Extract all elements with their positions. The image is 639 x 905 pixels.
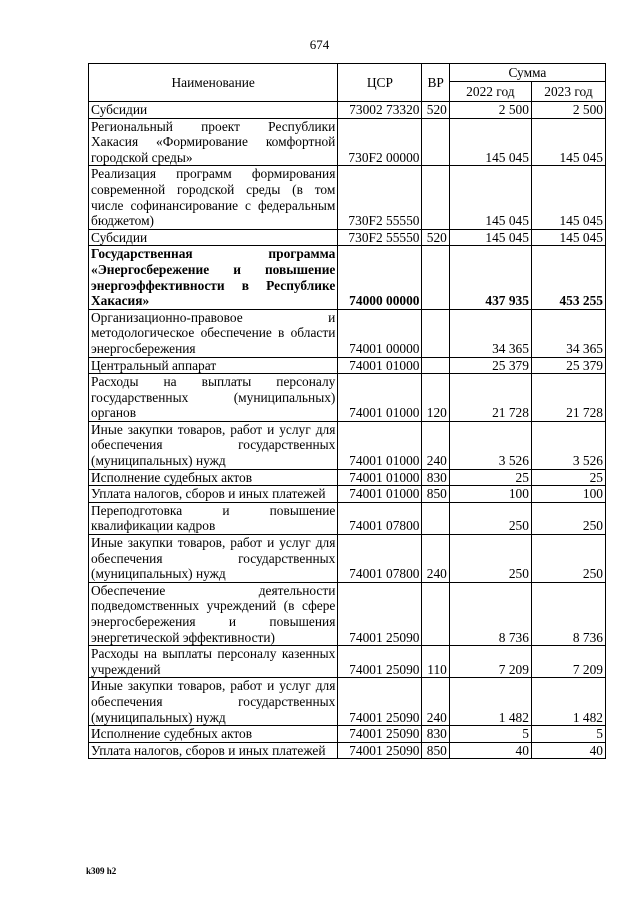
row-csr: 74001 25090 <box>338 646 422 678</box>
row-csr: 74001 01000 <box>338 374 422 422</box>
row-vr: 520 <box>422 229 449 246</box>
table-row <box>89 374 606 422</box>
row-sum-2022: 100 <box>449 486 531 503</box>
table-row <box>89 357 606 374</box>
row-csr: 730F2 00000 <box>338 118 422 166</box>
table-row <box>89 118 606 166</box>
row-vr: 830 <box>422 469 449 486</box>
header-vr: ВР <box>422 64 449 102</box>
row-csr: 74001 00000 <box>338 309 422 357</box>
table-row <box>89 421 606 469</box>
row-sum-2023: 3 526 <box>531 421 605 469</box>
row-vr <box>422 246 449 309</box>
table-row <box>89 469 606 486</box>
row-vr <box>422 357 449 374</box>
budget-table <box>88 63 606 759</box>
row-sum-2023: 250 <box>531 502 605 534</box>
row-sum-2023: 7 209 <box>531 646 605 678</box>
row-sum-2022: 34 365 <box>449 309 531 357</box>
row-vr <box>422 502 449 534</box>
row-csr: 74001 01000 <box>338 469 422 486</box>
header-csr: ЦСР <box>338 64 422 102</box>
row-sum-2023: 453 255 <box>531 246 605 309</box>
table-row <box>89 309 606 357</box>
row-name: Исполнение судебных актов <box>89 469 338 486</box>
row-name: Переподготовка и повышение квалификации кадров <box>89 502 338 534</box>
row-name: Региональный проект Республики Хакасия «Формирование комфортной городской среды» <box>89 118 338 166</box>
row-name: Расходы на выплаты персоналу казенных учреждений <box>89 646 338 678</box>
row-sum-2022: 437 935 <box>449 246 531 309</box>
header-row <box>89 64 606 82</box>
row-name: Исполнение судебных актов <box>89 726 338 743</box>
row-vr: 240 <box>422 678 449 726</box>
row-sum-2023: 25 379 <box>531 357 605 374</box>
row-csr: 73002 73320 <box>338 102 422 119</box>
row-sum-2023: 21 728 <box>531 374 605 422</box>
row-sum-2023: 2 500 <box>531 102 605 119</box>
row-sum-2022: 5 <box>449 726 531 743</box>
row-sum-2022: 145 045 <box>449 229 531 246</box>
header-sum: Сумма <box>449 64 605 82</box>
row-sum-2022: 7 209 <box>449 646 531 678</box>
row-sum-2022: 250 <box>449 502 531 534</box>
table-row <box>89 229 606 246</box>
table-row <box>89 486 606 503</box>
row-name: Обеспечение деятельности подведомственных учреждений (в сфере энергосбережения и повышения энергетической эффективности) <box>89 582 338 645</box>
row-sum-2022: 8 736 <box>449 582 531 645</box>
row-vr: 850 <box>422 742 449 759</box>
row-csr: 730F2 55550 <box>338 229 422 246</box>
table-body <box>89 102 606 759</box>
row-vr: 120 <box>422 374 449 422</box>
row-name: Иные закупки товаров, работ и услуг для обеспечения государственных (муниципальных) нужд <box>89 421 338 469</box>
row-vr <box>422 118 449 166</box>
table-row <box>89 582 606 645</box>
table-row <box>89 678 606 726</box>
row-vr: 240 <box>422 535 449 583</box>
page-number: 674 <box>309 37 330 52</box>
row-name: Уплата налогов, сборов и иных платежей <box>89 486 338 503</box>
row-vr: 520 <box>422 102 449 119</box>
row-csr: 74001 07800 <box>338 502 422 534</box>
table-row <box>89 166 606 229</box>
row-sum-2022: 145 045 <box>449 118 531 166</box>
row-csr: 74001 25090 <box>338 582 422 645</box>
row-sum-2022: 145 045 <box>449 166 531 229</box>
row-name: Центральный аппарат <box>89 357 338 374</box>
table-row <box>89 742 606 759</box>
row-sum-2023: 5 <box>531 726 605 743</box>
row-sum-2023: 100 <box>531 486 605 503</box>
row-csr: 74001 01000 <box>338 357 422 374</box>
row-csr: 74001 25090 <box>338 742 422 759</box>
row-sum-2023: 25 <box>531 469 605 486</box>
row-csr: 74001 25090 <box>338 678 422 726</box>
row-name: Организационно-правовое и методологическое обеспечение в области энергосбережения <box>89 309 338 357</box>
row-csr: 74000 00000 <box>338 246 422 309</box>
row-sum-2022: 25 <box>449 469 531 486</box>
row-sum-2022: 2 500 <box>449 102 531 119</box>
row-sum-2023: 8 736 <box>531 582 605 645</box>
row-sum-2023: 145 045 <box>531 118 605 166</box>
row-sum-2023: 34 365 <box>531 309 605 357</box>
row-csr: 74001 07800 <box>338 535 422 583</box>
row-vr: 240 <box>422 421 449 469</box>
row-vr <box>422 166 449 229</box>
row-sum-2022: 21 728 <box>449 374 531 422</box>
table-row <box>89 535 606 583</box>
row-sum-2022: 40 <box>449 742 531 759</box>
row-name: Субсидии <box>89 229 338 246</box>
row-name: Расходы на выплаты персоналу государственных (муниципальных) органов <box>89 374 338 422</box>
header-year-2022: 2022 год <box>449 82 531 102</box>
row-csr: 74001 01000 <box>338 486 422 503</box>
row-name: Государственная программа «Энергосбережение и повышение энергоэффективности в Республике Хакасия» <box>89 246 338 309</box>
row-name: Реализация программ формирования современной городской среды (в том числе софинансирование с федеральным бюджетом) <box>89 166 338 229</box>
row-name: Уплата налогов, сборов и иных платежей <box>89 742 338 759</box>
row-sum-2023: 1 482 <box>531 678 605 726</box>
row-csr: 730F2 55550 <box>338 166 422 229</box>
row-sum-2023: 250 <box>531 535 605 583</box>
row-sum-2023: 40 <box>531 742 605 759</box>
row-csr: 74001 25090 <box>338 726 422 743</box>
row-vr: 850 <box>422 486 449 503</box>
row-name: Субсидии <box>89 102 338 119</box>
table-row <box>89 102 606 119</box>
row-vr <box>422 582 449 645</box>
row-sum-2022: 3 526 <box>449 421 531 469</box>
table-row <box>89 726 606 743</box>
row-name: Иные закупки товаров, работ и услуг для обеспечения государственных (муниципальных) нужд <box>89 535 338 583</box>
row-sum-2022: 1 482 <box>449 678 531 726</box>
header-year-2023: 2023 год <box>531 82 605 102</box>
row-csr: 74001 01000 <box>338 421 422 469</box>
row-sum-2023: 145 045 <box>531 166 605 229</box>
row-sum-2022: 25 379 <box>449 357 531 374</box>
table-row <box>89 246 606 309</box>
row-vr <box>422 309 449 357</box>
row-vr: 110 <box>422 646 449 678</box>
footer-code: k309 h2 <box>86 866 117 876</box>
row-vr: 830 <box>422 726 449 743</box>
header-name: Наименование <box>89 64 338 102</box>
table-row <box>89 646 606 678</box>
row-sum-2023: 145 045 <box>531 229 605 246</box>
row-sum-2022: 250 <box>449 535 531 583</box>
row-name: Иные закупки товаров, работ и услуг для обеспечения государственных (муниципальных) нужд <box>89 678 338 726</box>
table-row <box>89 502 606 534</box>
